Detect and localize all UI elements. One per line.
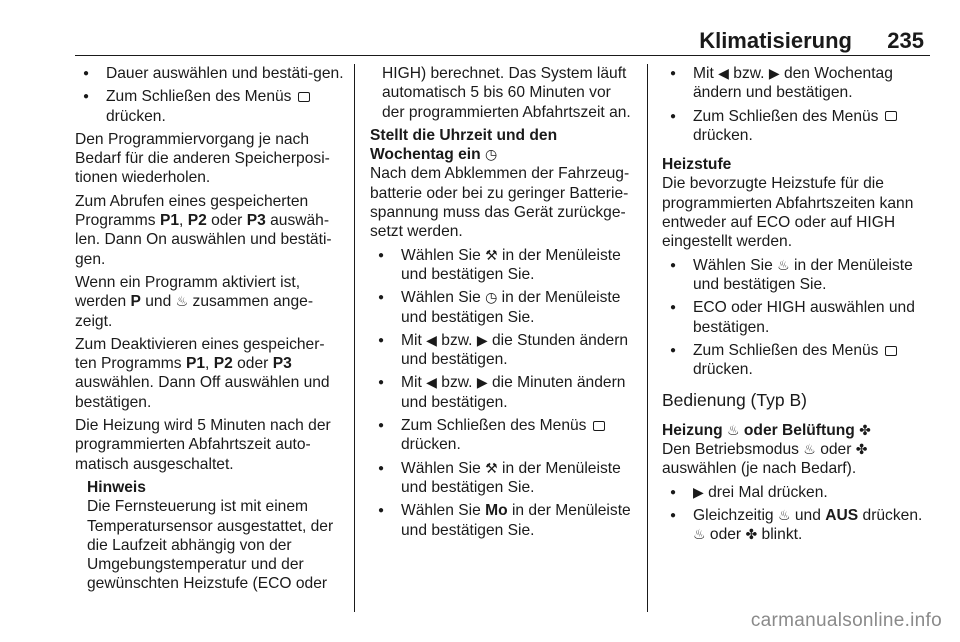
list-item: ● Zum Schließen des Menüs drücken. bbox=[75, 87, 345, 126]
arrow-left-icon: ◀ bbox=[718, 65, 729, 81]
page-title: Klimatisierung bbox=[699, 28, 852, 53]
subheading: Stellt die Uhrzeit und den Wochentag ein ◷ bbox=[370, 126, 558, 164]
header-rule bbox=[75, 55, 930, 56]
column-divider bbox=[647, 64, 648, 612]
wrench-icon: ⚒ bbox=[485, 246, 498, 263]
list-item: ● Mit ◀ bzw. ▶ die Stunden ändern und bestätigen. bbox=[370, 331, 634, 370]
heat-icon: ♨ bbox=[777, 256, 790, 273]
column-1 bbox=[75, 64, 345, 594]
watermark: carmanualsonline.info bbox=[750, 610, 942, 631]
menu-box-icon bbox=[885, 346, 897, 356]
column-divider bbox=[354, 64, 355, 612]
menu-box-icon bbox=[885, 111, 897, 121]
list-item: ● ECO oder HIGH auswählen und bestätigen. bbox=[662, 298, 930, 337]
list-item: ● Zum Schließen des Menüs drücken. bbox=[370, 416, 634, 455]
clock-icon: ◷ bbox=[485, 289, 498, 306]
fan-icon: ✤ bbox=[745, 526, 758, 543]
fan-icon: ✤ bbox=[855, 441, 868, 458]
arrow-right-icon: ▶ bbox=[693, 483, 704, 500]
subheading: Heizung ♨ oder Belüftung ✤ bbox=[662, 421, 871, 439]
arrow-right-icon: ▶ bbox=[476, 374, 488, 391]
note-box bbox=[75, 478, 345, 594]
list-item: ● Zum Schließen des Menüs drücken. bbox=[662, 107, 930, 146]
note-title: Hinweis bbox=[87, 478, 146, 496]
column-3 bbox=[662, 64, 930, 549]
paragraph: Die bevorzugte Heizstufe für die programmierten Abfahrtszeiten kann entweder auf ECO oder auf HIGH eingestellt werden. bbox=[662, 175, 914, 251]
fan-icon: ✤ bbox=[859, 421, 871, 438]
subheading: Heizstufe bbox=[662, 156, 732, 174]
section-heading: Bedienung (Typ B) bbox=[662, 390, 807, 411]
list-item: ● Wählen Sie ⚒ in der Menüleiste und bestätigen Sie. bbox=[370, 246, 634, 285]
note-continuation: HIGH) berechnet. Das System läuft automatisch 5 bis 60 Minuten vor der programmierten Abfahrtszeit an. bbox=[382, 65, 631, 121]
paragraph: Den Programmiervorgang je nach Bedarf für die anderen Speicherposi-tionen wiederholen. bbox=[75, 130, 330, 187]
list-item: ● ▶ drei Mal drücken. bbox=[662, 483, 930, 502]
menu-box-icon bbox=[298, 92, 310, 102]
heat-icon: ♨ bbox=[693, 526, 706, 543]
list-item: ● Wählen Sie ◷ in der Menüleiste und bestätigen Sie. bbox=[370, 288, 634, 327]
arrow-right-icon: ▶ bbox=[768, 65, 780, 81]
list-item: ● Wählen Sie Mo in der Menüleiste und bestätigen Sie. bbox=[370, 501, 634, 540]
paragraph: Zum Abrufen eines gespeicherten Programms P1, P2 oder P3 auswäh-len. Dann On auswählen und bestäti-gen. bbox=[75, 192, 332, 268]
list-item: ● Mit ◀ bzw. ▶ die Minuten ändern und bestätigen. bbox=[370, 373, 634, 412]
list-item: ● Dauer auswählen und bestäti-gen. bbox=[75, 64, 345, 83]
list-item: ● Zum Schließen des Menüs drücken. bbox=[662, 341, 930, 380]
paragraph: Zum Deaktivieren eines gespeicher-ten Programms P1, P2 oder P3 auswählen. Dann Off auswählen und bestätigen. bbox=[75, 335, 330, 411]
paragraph: Nach dem Abklemmen der Fahrzeug-batterie oder bei zu geringer Batterie-spannung muss das Gerät zurückge-setzt werden. bbox=[370, 165, 630, 241]
heat-icon: ♨ bbox=[175, 293, 189, 310]
page-number: 235 bbox=[887, 28, 924, 53]
paragraph: Den Betriebsmodus ♨ oder ✤ auswählen (je nach Bedarf). bbox=[662, 441, 868, 478]
wrench-icon: ⚒ bbox=[485, 459, 498, 476]
arrow-left-icon: ◀ bbox=[426, 374, 437, 391]
menu-box-icon bbox=[593, 421, 605, 431]
list-item: ● Gleichzeitig ♨ und AUS drücken. ♨ oder ✤ blinkt. bbox=[662, 506, 930, 545]
list-item: ● Wählen Sie ♨ in der Menüleiste und bestätigen Sie. bbox=[662, 256, 930, 295]
heat-icon: ♨ bbox=[803, 441, 816, 458]
list-item: ● Wählen Sie ⚒ in der Menüleiste und bestätigen Sie. bbox=[370, 459, 634, 498]
heat-icon: ♨ bbox=[777, 506, 791, 523]
paragraph: Wenn ein Programm aktiviert ist, werden P und ♨ zusammen ange-zeigt. bbox=[75, 273, 314, 330]
page-header bbox=[0, 28, 960, 54]
arrow-left-icon: ◀ bbox=[426, 331, 437, 348]
list-item: ● Mit ◀ bzw. ▶ den Wochentag ändern und bestätigen. bbox=[662, 64, 930, 103]
arrow-right-icon: ▶ bbox=[476, 331, 488, 348]
paragraph: Die Heizung wird 5 Minuten nach der programmierten Abfahrtszeit auto-matisch ausgeschaltet. bbox=[75, 417, 331, 473]
clock-icon: ◷ bbox=[484, 146, 498, 163]
column-2 bbox=[370, 64, 634, 544]
heat-icon: ♨ bbox=[726, 421, 740, 438]
note-text: Die Fernsteuerung ist mit einem Temperatursensor ausgestattet, der die Laufzeit abhängig von der Umgebungstemperatur und der gewünschten Heizstufe (ECO oder bbox=[87, 498, 334, 593]
